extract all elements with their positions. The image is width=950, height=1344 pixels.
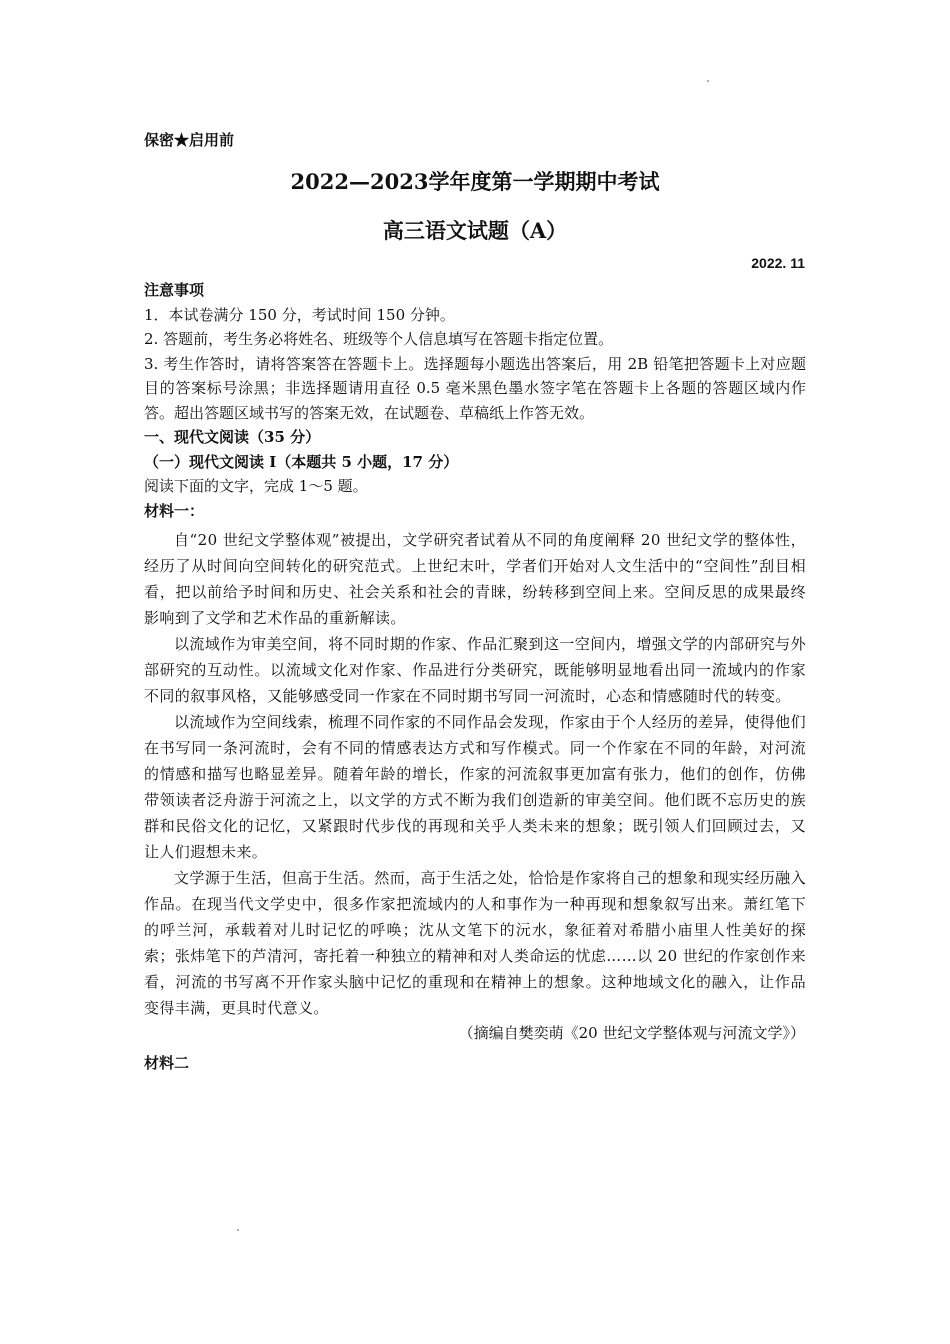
confidential-mark: 保密★启用前 xyxy=(144,131,235,149)
reading-instruction: 阅读下面的文字，完成 1～5 题。 xyxy=(144,477,368,495)
exam-subtitle: 高三语文试题（A） xyxy=(382,218,568,243)
paragraph: 以流域作为空间线索，梳理不同作家的不同作品会发现，作家由于个人经历的差异，使得他们在书写同一条河流时，会有不同的情感表达方式和写作模式。同一个作家在不同的年龄，对河流的情感和描写也略显差异。随着年龄的增长，作家的河流叙事更加富有张力，他们的创作，仿佛带领读者泛舟游于河流之上，以文学的方式不断为我们创造新的审美空间。他们既不忘历史的族群和民俗文化的记忆，又紧跟时代步伐的再现和关乎人类未来的想象；既引领人们回顾过去，又让人们遐想未来。 xyxy=(144,713,806,861)
scan-speck xyxy=(237,1229,239,1231)
scan-speck xyxy=(707,80,709,82)
section-subheading: （一）现代文阅读 I（本题共 5 小题，17 分） xyxy=(144,452,459,471)
paragraph: 自“20 世纪文学整体观”被提出，文学研究者试着从不同的角度阐释 20 世纪文学的整体性，经历了从时间向空间转化的研究范式。上世纪末叶，学者们开始对人文生活中的“空间性”刮目相看，把以前给予时间和历史、社会关系和社会的青睐，纷转移到空间上来。空间反思的成果最终影响到了文学和艺术作品的重新解读。 xyxy=(144,531,806,627)
notice-heading: 注意事项 xyxy=(144,281,205,299)
material1-source: （摘编自樊奕萌《20 世纪文学整体观与河流文学》） xyxy=(458,1024,805,1042)
notice-block xyxy=(144,278,806,523)
notice-item: 1．本试卷满分 150 分，考试时间 150 分钟。 xyxy=(144,305,455,324)
notice-item: 2. 答题前，考生务必将姓名、班级等个人信息填写在答题卡指定位置。 xyxy=(144,330,614,348)
paragraph: 以流域作为审美空间，将不同时期的作家、作品汇聚到这一空间内，增强文学的内部研究与外部研究的互动性。以流域文化对作家、作品进行分类研究，既能够明显地看出同一流域内的作家不同的叙事风格，又能够感受同一作家在不同时期书写同一河流时，心态和情感随时代的转变。 xyxy=(144,635,806,705)
material2-label: 材料二 xyxy=(144,1054,190,1072)
material1-label: 材料一： xyxy=(144,501,205,520)
notice-item: 3. 考生作答时，请将答案答在答题卡上。选择题每小题选出答案后，用 2B 铅笔把答题卡上对应题目的答案标号涂黑；非选择题请用直径 0.5 毫米黑色墨水签字笔在答题卡上各题的答题区域内作答。超出答题区域书写的答案无效，在试题卷、草稿纸上作答无效。 xyxy=(144,354,806,422)
section-heading: 一、现代文阅读（35 分） xyxy=(144,428,321,446)
paragraph: 文学源于生活，但高于生活。然而，高于生活之处，恰恰是作家将自己的想象和现实经历融入作品。在现当代文学史中，很多作家把流域内的人和事作为一种再现和想象叙写出来。萧红笔下的呼兰河，承载着对儿时记忆的呼唤；沈从文笔下的沅水，象征着对希腊小庙里人性美好的探索；张炜笔下的芦清河，寄托着一种独立的精神和对人类命运的忧虑……以 20 世纪的作家创作来看，河流的书写离不开作家头脑中记忆的重现和在精神上的想象。这种地域文化的融入，让作品变得丰满，更具时代意义。 xyxy=(144,869,806,1017)
exam-title: 2022—2023学年度第一学期期中考试 xyxy=(290,169,660,194)
material1-text xyxy=(144,527,806,1021)
exam-date: 2022. 11 xyxy=(751,255,805,271)
